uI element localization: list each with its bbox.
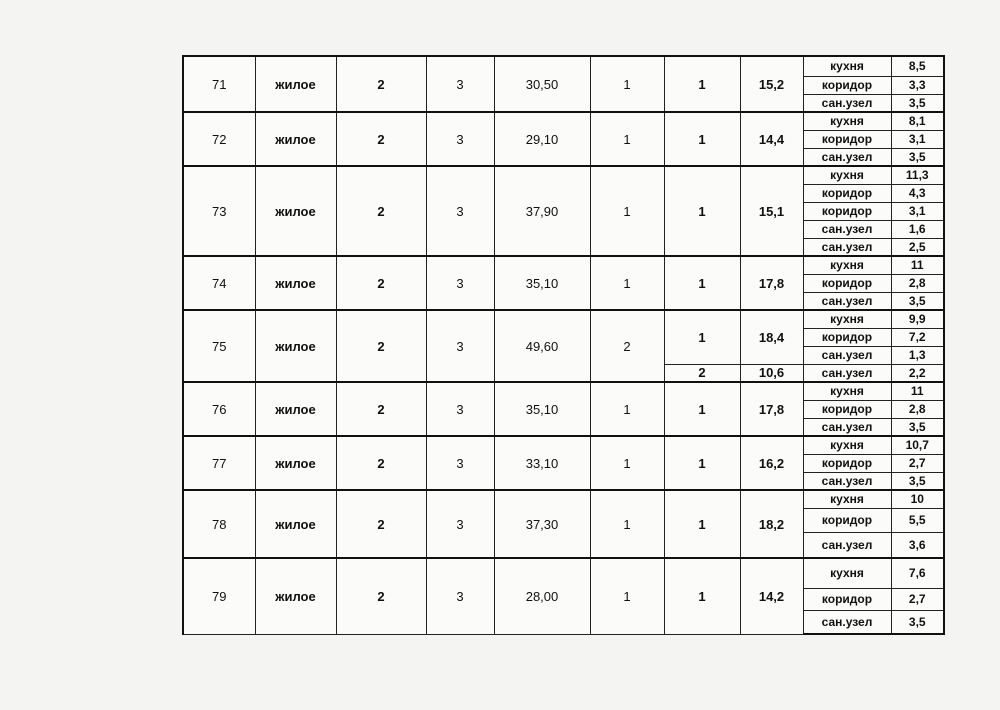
aux-room-name: сан.узел <box>803 220 891 238</box>
aux-room-area: 11 <box>891 256 944 274</box>
aux-room-name: коридор <box>803 588 891 610</box>
aux-room-name: сан.узел <box>803 364 891 382</box>
room-count: 1 <box>590 436 664 490</box>
apartment-block <box>183 436 944 490</box>
premises-type: жилое <box>255 490 336 558</box>
table-row <box>183 436 944 454</box>
premises-type: жилое <box>255 56 336 112</box>
aux-room-name: кухня <box>803 112 891 130</box>
aux-room-area: 2,5 <box>891 238 944 256</box>
living-room-area: 18,2 <box>740 490 803 558</box>
aux-room-area: 11 <box>891 382 944 400</box>
premises-type: жилое <box>255 382 336 436</box>
apartment-number: 76 <box>183 382 255 436</box>
aux-room-name: кухня <box>803 256 891 274</box>
premises-type: жилое <box>255 558 336 634</box>
table-row <box>183 166 944 184</box>
aux-room-area: 7,6 <box>891 558 944 588</box>
total-area: 49,60 <box>494 310 590 382</box>
floor: 2 <box>336 310 426 382</box>
floor: 2 <box>336 112 426 166</box>
aux-room-area: 3,1 <box>891 202 944 220</box>
aux-room-name: сан.узел <box>803 346 891 364</box>
aux-room-name: кухня <box>803 310 891 328</box>
table-row <box>183 310 944 328</box>
aux-room-name: коридор <box>803 184 891 202</box>
aux-room-area: 10,7 <box>891 436 944 454</box>
aux-room-name: коридор <box>803 400 891 418</box>
aux-room-name: сан.узел <box>803 532 891 558</box>
aux-room-area: 3,6 <box>891 532 944 558</box>
living-room-number: 1 <box>664 112 740 166</box>
value-col-4: 3 <box>426 436 494 490</box>
room-count: 1 <box>590 490 664 558</box>
apartment-number: 77 <box>183 436 255 490</box>
aux-room-area: 3,5 <box>891 94 944 112</box>
living-room-area: 16,2 <box>740 436 803 490</box>
apartment-number: 78 <box>183 490 255 558</box>
floor: 2 <box>336 256 426 310</box>
apartment-block <box>183 558 944 634</box>
aux-room-area: 8,5 <box>891 56 944 76</box>
total-area: 37,30 <box>494 490 590 558</box>
room-count: 1 <box>590 166 664 256</box>
aux-room-area: 3,5 <box>891 292 944 310</box>
aux-room-name: сан.узел <box>803 418 891 436</box>
room-count: 2 <box>590 310 664 382</box>
floor: 2 <box>336 382 426 436</box>
premises-type: жилое <box>255 166 336 256</box>
aux-room-name: коридор <box>803 508 891 532</box>
living-room-number: 1 <box>664 310 740 364</box>
living-room-number: 1 <box>664 166 740 256</box>
living-room-area: 17,8 <box>740 382 803 436</box>
aux-room-area: 2,8 <box>891 274 944 292</box>
value-col-4: 3 <box>426 56 494 112</box>
living-room-number: 1 <box>664 382 740 436</box>
aux-room-area: 3,1 <box>891 130 944 148</box>
premises-type: жилое <box>255 112 336 166</box>
living-room-area: 18,4 <box>740 310 803 364</box>
apartment-number: 72 <box>183 112 255 166</box>
room-count: 1 <box>590 256 664 310</box>
room-count: 1 <box>590 558 664 634</box>
table-row <box>183 558 944 588</box>
total-area: 37,90 <box>494 166 590 256</box>
aux-room-name: коридор <box>803 76 891 94</box>
value-col-4: 3 <box>426 310 494 382</box>
aux-room-area: 5,5 <box>891 508 944 532</box>
aux-room-area: 7,2 <box>891 328 944 346</box>
table-row <box>183 112 944 130</box>
aux-room-area: 1,6 <box>891 220 944 238</box>
aux-room-name: сан.узел <box>803 292 891 310</box>
aux-room-area: 3,3 <box>891 76 944 94</box>
apartment-table <box>182 55 945 635</box>
apartment-number: 71 <box>183 56 255 112</box>
premises-type: жилое <box>255 310 336 382</box>
aux-room-area: 3,5 <box>891 472 944 490</box>
aux-room-area: 8,1 <box>891 112 944 130</box>
apartment-block <box>183 112 944 166</box>
aux-room-name: кухня <box>803 558 891 588</box>
apartment-number: 79 <box>183 558 255 634</box>
aux-room-name: коридор <box>803 328 891 346</box>
apartment-block <box>183 166 944 256</box>
apartment-number: 73 <box>183 166 255 256</box>
living-room-area: 14,2 <box>740 558 803 634</box>
aux-room-name: кухня <box>803 382 891 400</box>
living-room-number: 1 <box>664 558 740 634</box>
table-row <box>183 56 944 76</box>
value-col-4: 3 <box>426 112 494 166</box>
value-col-4: 3 <box>426 490 494 558</box>
apartment-block <box>183 382 944 436</box>
apartment-number: 75 <box>183 310 255 382</box>
value-col-4: 3 <box>426 382 494 436</box>
total-area: 35,10 <box>494 256 590 310</box>
aux-room-area: 2,8 <box>891 400 944 418</box>
table-row <box>183 382 944 400</box>
aux-room-name: кухня <box>803 166 891 184</box>
aux-room-name: коридор <box>803 130 891 148</box>
room-count: 1 <box>590 382 664 436</box>
floor: 2 <box>336 436 426 490</box>
living-room-number: 2 <box>664 364 740 382</box>
aux-room-name: коридор <box>803 202 891 220</box>
floor: 2 <box>336 490 426 558</box>
room-count: 1 <box>590 56 664 112</box>
living-room-area: 15,2 <box>740 56 803 112</box>
living-room-area: 14,4 <box>740 112 803 166</box>
aux-room-area: 3,5 <box>891 418 944 436</box>
aux-room-area: 3,5 <box>891 610 944 634</box>
living-room-number: 1 <box>664 490 740 558</box>
aux-room-area: 2,7 <box>891 454 944 472</box>
living-room-number: 1 <box>664 256 740 310</box>
aux-room-area: 9,9 <box>891 310 944 328</box>
total-area: 28,00 <box>494 558 590 634</box>
floor: 2 <box>336 558 426 634</box>
value-col-4: 3 <box>426 558 494 634</box>
table-row <box>183 256 944 274</box>
table-row <box>183 490 944 508</box>
premises-type: жилое <box>255 436 336 490</box>
room-count: 1 <box>590 112 664 166</box>
total-area: 35,10 <box>494 382 590 436</box>
living-room-area: 10,6 <box>740 364 803 382</box>
apartment-block <box>183 56 944 112</box>
aux-room-area: 2,7 <box>891 588 944 610</box>
aux-room-name: сан.узел <box>803 472 891 490</box>
floor: 2 <box>336 166 426 256</box>
premises-type: жилое <box>255 256 336 310</box>
living-room-area: 15,1 <box>740 166 803 256</box>
aux-room-area: 3,5 <box>891 148 944 166</box>
value-col-4: 3 <box>426 256 494 310</box>
floor: 2 <box>336 56 426 112</box>
total-area: 30,50 <box>494 56 590 112</box>
apartment-block <box>183 490 944 558</box>
aux-room-name: сан.узел <box>803 238 891 256</box>
aux-room-name: кухня <box>803 436 891 454</box>
aux-room-name: коридор <box>803 274 891 292</box>
apartment-block <box>183 310 944 382</box>
aux-room-name: сан.узел <box>803 610 891 634</box>
aux-room-name: сан.узел <box>803 148 891 166</box>
living-room-area: 17,8 <box>740 256 803 310</box>
aux-room-name: кухня <box>803 490 891 508</box>
aux-room-name: коридор <box>803 454 891 472</box>
aux-room-area: 10 <box>891 490 944 508</box>
value-col-4: 3 <box>426 166 494 256</box>
apartment-block <box>183 256 944 310</box>
total-area: 29,10 <box>494 112 590 166</box>
aux-room-area: 4,3 <box>891 184 944 202</box>
aux-room-name: сан.узел <box>803 94 891 112</box>
living-room-number: 1 <box>664 56 740 112</box>
apartment-number: 74 <box>183 256 255 310</box>
total-area: 33,10 <box>494 436 590 490</box>
living-room-number: 1 <box>664 436 740 490</box>
aux-room-area: 2,2 <box>891 364 944 382</box>
aux-room-area: 1,3 <box>891 346 944 364</box>
aux-room-name: кухня <box>803 56 891 76</box>
aux-room-area: 11,3 <box>891 166 944 184</box>
